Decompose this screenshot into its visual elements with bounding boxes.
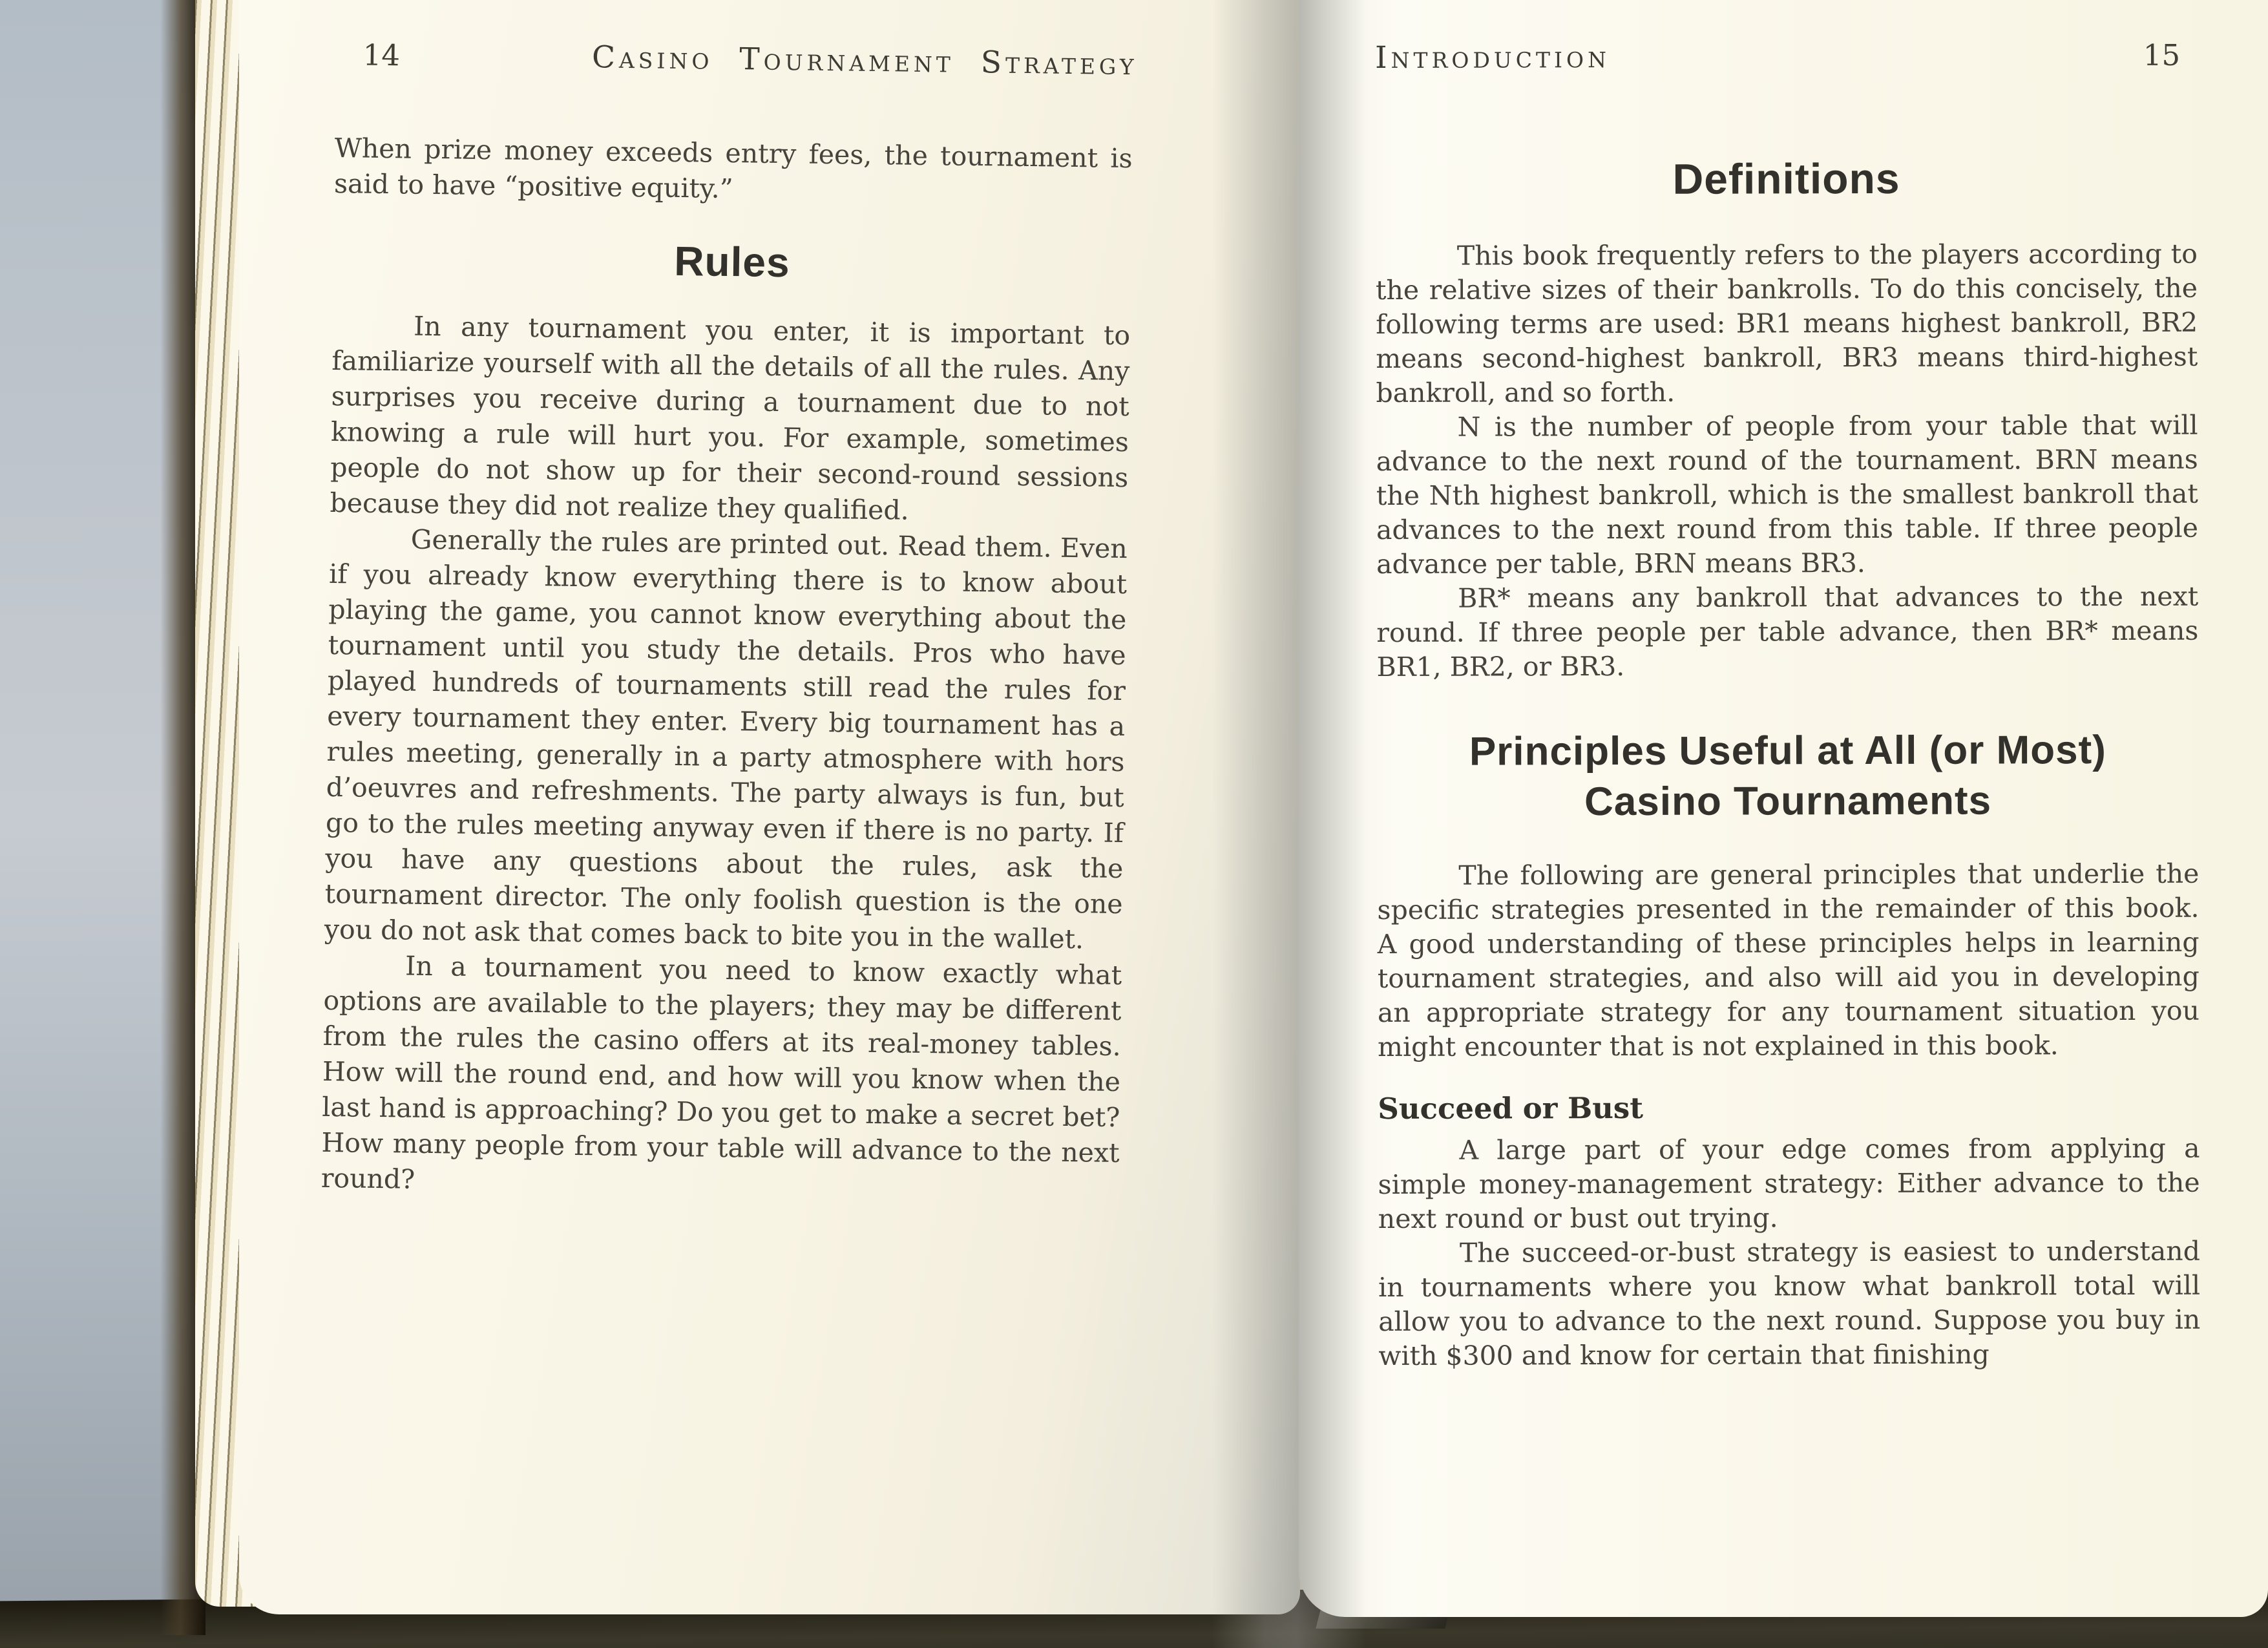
succeed-or-bust-subheading: Succeed or Bust — [1378, 1090, 1644, 1126]
body-paragraph: In a tournament you need to know exactly what options are available to the players; they may be different from the rules the casino offers at its real-money tables. How will the round end, and how will you know when the last hand is approaching? Do you get to make a secret bet? How many people from your table will advance to the next round? — [320, 950, 1122, 1195]
opening-paragraph: When prize money exceeds entry fees, the tournament is said to have “positive equity.” — [333, 132, 1133, 205]
left-running-head — [335, 37, 1138, 85]
right-running-title: Introduction — [1375, 39, 1611, 76]
definitions-paragraph: This book frequently refers to the players according to the relative sizes of their bankrolls. To do this concisely, the following terms are used: BR1 means highest bankroll, BR2 means second-highest bankroll, BR3 means third-highest bankroll, and so forth. — [1375, 238, 2198, 408]
definitions-heading: Definitions — [1672, 154, 1900, 203]
body-paragraph: Generally the rules are printed out. Read them. Even if you already know everything there is to know about playing the game, you cannot know everything about the tournament until you study the details. Pros who have played hundreds of tournaments still read the rules for every tournament they enter. Every big tournament has a rules meeting, generally in a party atmosphere with hors d’oeuvres and refreshments. The party always is fun, but go to the rules meeting anyway even if there is no party. If you have any questions about the rules, ask the tournament director. The only foolish question is the one you do not ask that comes back to bite you in the wallet. — [324, 523, 1128, 955]
definitions-paragraph: BR* means any bankroll that advances to the next round. If three people per table advance, then BR* means BR1, BR2, or BR3. — [1376, 580, 2199, 682]
left-page-text — [320, 37, 1138, 1207]
left-running-title: Casino Tournament Strategy — [591, 39, 1138, 83]
body-paragraph: In any tournament you enter, it is important to familiarize yourself with all the details of all the rules. Any surprises you receive during a tournament due to not knowing a rule will hurt you. For example, sometimes people do not show up for their second-round sessions because they did not realize they qualified. — [330, 310, 1131, 526]
succeed-paragraph: A large part of your edge comes from applying a simple money-management strategy: Either advance to the next round or bust out trying. — [1378, 1132, 2200, 1234]
right-page-text — [1375, 38, 2200, 1373]
principles-heading: Principles Useful at All (or Most) Casino Tournaments — [1469, 728, 2106, 825]
definitions-paragraph: N is the number of people from your table that will advance to the next round of the tournament. BRN means the Nth highest bankroll, which is the smallest bankroll that advances to the next round from this table. If three people advance per table, BRN means BR3. — [1376, 409, 2199, 580]
rules-heading: Rules — [673, 237, 791, 286]
right-page-number: 15 — [2143, 37, 2181, 72]
right-running-head — [1375, 38, 2197, 78]
principles-paragraph: The following are general principles that underlie the specific strategies presented in the remainder of this book. A good understanding of these principles helps in learning tournament strategies, and also will aid you in developing an appropriate strategy for any tournament situation you might encounter that is not explained in this book. — [1377, 858, 2200, 1062]
left-page-number: 14 — [362, 37, 401, 73]
succeed-paragraph: The succeed-or-bust strategy is easiest to understand in tournaments where you know what bankroll total will allow you to advance to the next round. Suppose you buy in with $300 and know for certain that finishing — [1378, 1235, 2201, 1371]
